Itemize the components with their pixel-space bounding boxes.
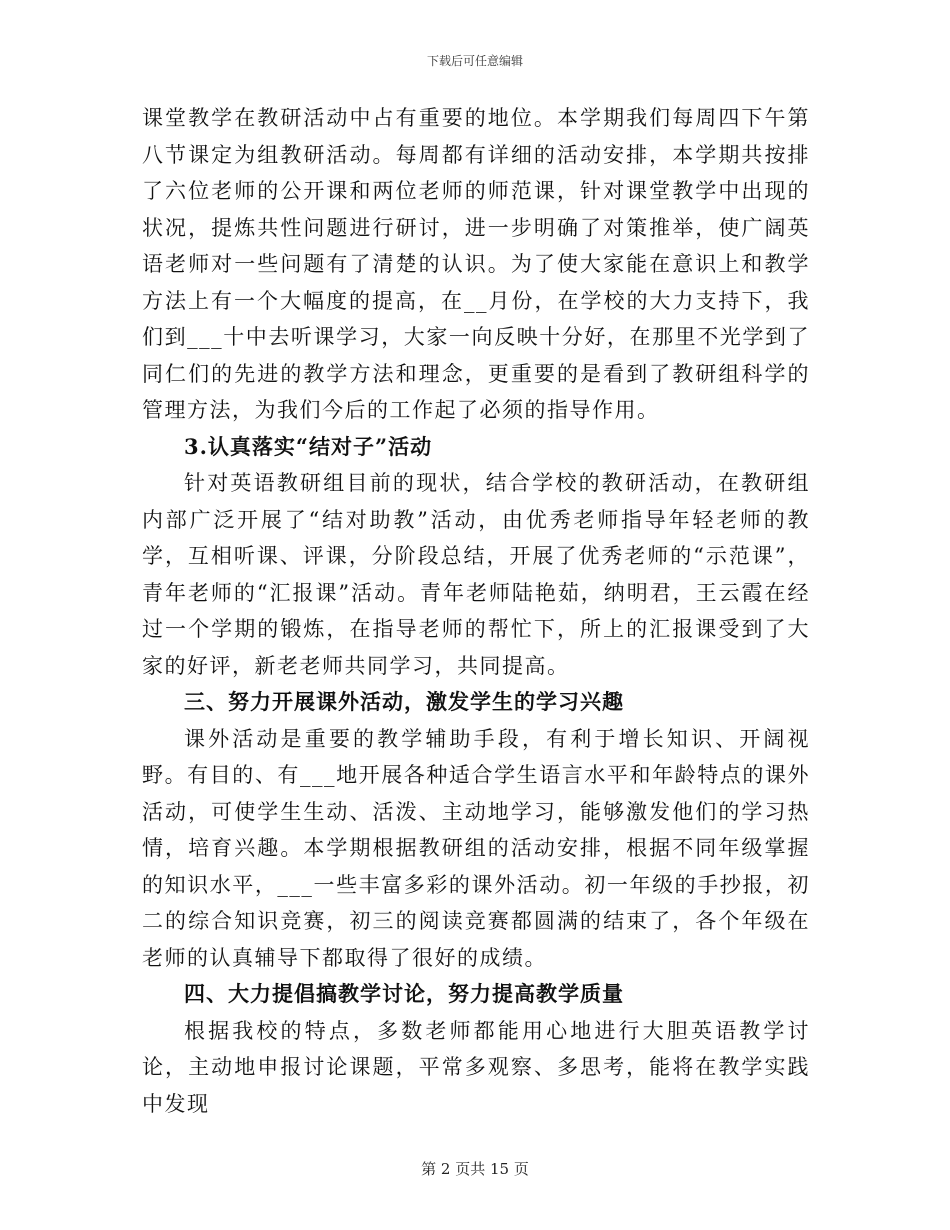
section-heading-teaching-research: 四、大力提倡搞教学讨论，努力提高教学质量 (184, 981, 624, 1006)
paragraph-classroom-teaching: 课堂教学在教研活动中占有重要的地位。本学期我们每周四下午第八节课定为组教研活动。每周都有详细的活动安排，本学期共按排了六位老师的公开课和两位老师的师范课，针对课堂教学中出现的状况，提炼共性问题进行研讨，进一步明确了对策推举，使广阔英语老师对一些问题有了清楚的认识。为了使大家能在意识上和教学方法上有一个大幅度的提高，在__月份，在学校的大力支持下，我们到___十中去听课学习，大家一向反映十分好，在那里不光学到了同仁们的先进的教学方法和理念，更重要的是看到了教研组科学的管理方法，为我们今后的工作起了必须的指导作用。 (142, 106, 810, 422)
paragraph-teaching-research: 根据我校的特点，多数老师都能用心地进行大胆英语教学讨论，主动地申报讨论课题，平常多观察、多思考，能将在教学实践中发现 (142, 1018, 810, 1116)
section-heading-extracurricular: 三、努力开展课外活动，激发学生的学习兴趣 (184, 689, 624, 714)
page-header: 下载后可任意编辑 (426, 54, 523, 68)
document-body (142, 100, 810, 1122)
page-footer: 第 2 页共 15 页 (421, 1160, 529, 1178)
section-heading-pairing: 3.认真落实“结对子”活动 (184, 433, 433, 459)
paragraph-pairing: 针对英语教研组目前的现状，结合学校的教研活动，在教研组内部广泛开展了“结对助教”活动，由优秀老师指导年轻老师的教学，互相听课、评课，分阶段总结，开展了优秀老师的“示范课”，青年老师的“汇报课”活动。青年老师陆艳茹，纳明君，王云霞在经过一个学期的锻炼，在指导老师的帮忙下，所上的汇报课受到了大家的好评，新老老师共同学习，共同提高。 (142, 471, 810, 678)
paragraph-extracurricular: 课外活动是重要的教学辅助手段，有利于增长知识、开阔视野。有目的、有___地开展各种适合学生语言水平和年龄特点的课外活动，可使学生生动、活泼、主动地学习，能够激发他们的学习热情，培育兴趣。本学期根据教研组的活动安排，根据不同年级掌握的知识水平，___一些丰富多彩的课外活动。初一年级的手抄报，初二的综合知识竞赛，初三的阅读竞赛都圆满的结束了，各个年级在老师的认真辅导下都取得了很好的成绩。 (142, 726, 810, 970)
